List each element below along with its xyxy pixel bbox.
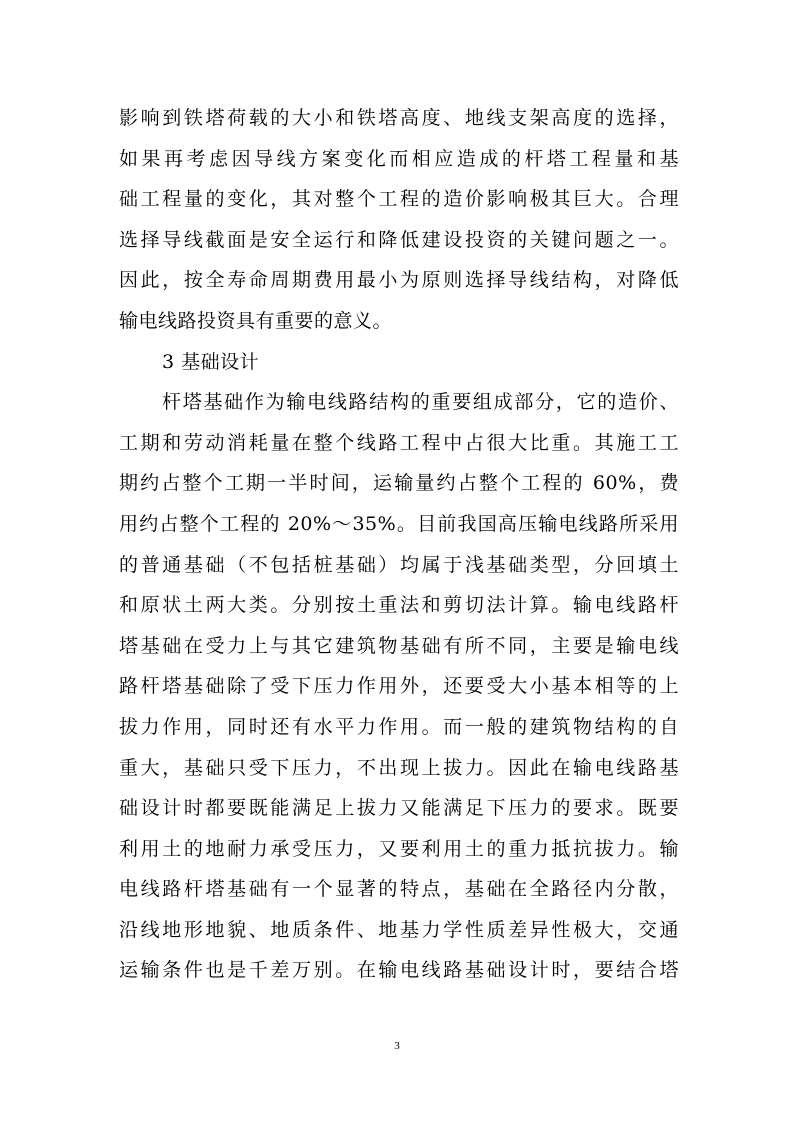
paragraph-line: 期约占整个工期一半时间，运输量约占整个工程的 60%，费 <box>119 472 679 495</box>
paragraph-line: 塔基础在受力上与其它建筑物基础有所不同，主要是输电线 <box>119 634 679 657</box>
paragraph-line: 路杆塔基础除了受下压力作用外，还要受大小基本相等的上 <box>119 675 679 698</box>
paragraph-line: 影响到铁塔荷载的大小和铁塔高度、地线支架高度的选择， <box>119 107 679 129</box>
paragraph-line: 沿线地形地貌、地质条件、地基力学性质差异性极大，交通 <box>119 918 679 941</box>
paragraph-line: 础设计时都要既能满足上拔力又能满足下压力的要求。既要 <box>119 797 679 820</box>
paragraph-line: 因此，按全寿命周期费用最小为原则选择导线结构，对降低 <box>119 269 679 292</box>
paragraph-line: 的普通基础（不包括桩基础）均属于浅基础类型，分回填土 <box>119 553 679 576</box>
paragraph-line: 和原状土两大类。分别按土重法和剪切法计算。输电线路杆 <box>119 594 679 617</box>
section-heading: 3 基础设计 <box>162 350 260 373</box>
paragraph-line: 选择导线截面是安全运行和降低建设投资的关键问题之一。 <box>119 228 679 251</box>
paragraph-line: 利用土的地耐力承受压力，又要利用土的重力抵抗拔力。输 <box>119 837 679 860</box>
paragraph-line: 重大，基础只受下压力，不出现上拔力。因此在输电线路基 <box>119 756 679 779</box>
paragraph-line: 工期和劳动消耗量在整个线路工程中占很大比重。其施工工 <box>119 431 679 454</box>
paragraph-line: 础工程量的变化，其对整个工程的造价影响极其巨大。合理 <box>119 188 679 211</box>
paragraph-line: 运输条件也是千差万别。在输电线路基础设计时，要结合塔 <box>119 959 679 982</box>
paragraph-line: 拔力作用，同时还有水平力作用。而一般的建筑物结构的自 <box>119 715 679 738</box>
body-text <box>119 98 679 991</box>
paragraph-line: 如果再考虑因导线方案变化而相应造成的杆塔工程量和基 <box>119 147 679 170</box>
paragraph-line: 杆塔基础作为输电线路结构的重要组成部分，它的造价、 <box>162 391 679 414</box>
paragraph-line: 输电线路投资具有重要的意义。 <box>119 309 393 332</box>
paragraph-line: 用约占整个工程的 20%～35%。目前我国高压输电线路所采用 <box>119 512 679 535</box>
page-number: 3 <box>394 1040 400 1052</box>
paragraph-line: 电线路杆塔基础有一个显著的特点，基础在全路径内分散， <box>119 878 679 901</box>
